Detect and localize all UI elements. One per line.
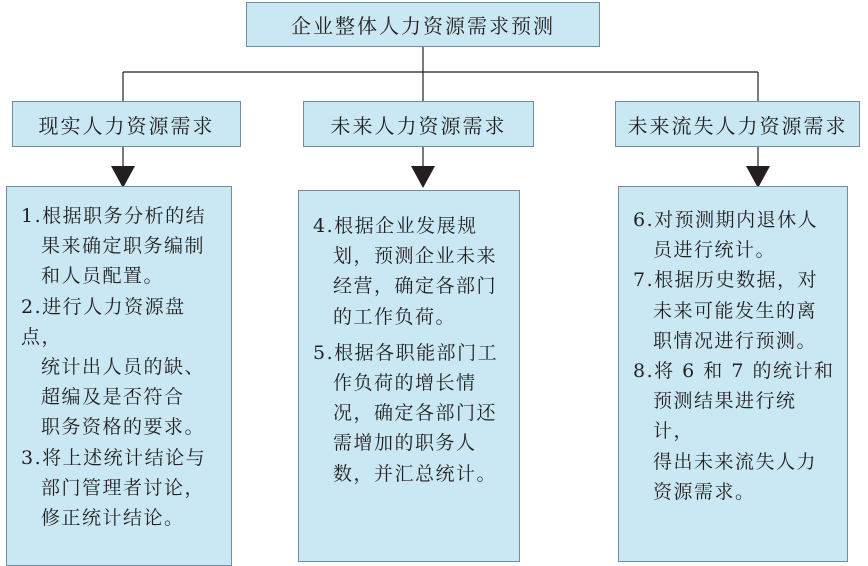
item-line: 经营，确定各部门 [332,275,497,298]
category-node-future [303,101,534,147]
category-node-current [12,101,241,147]
arrow-head-right-icon [746,166,770,188]
item-line: 资源需求。 [652,480,756,503]
item-line: 职情况进行预测。 [652,329,817,352]
item-line: 2.进行人力资源盘点， [21,295,186,348]
category-label-future: 未来人力资源需求 [330,113,507,138]
list-item-8 [633,356,835,507]
item-line: 修正统计结论。 [40,507,185,530]
item-line: 8.将 6 和 7 的统计和 [633,360,835,383]
root-label: 企业整体人力资源需求预测 [291,14,555,38]
list-item-2 [21,292,219,443]
item-line: 果来确定职务编制 [40,235,205,258]
item-line: 数，并汇总统计。 [332,462,497,485]
item-line: 5.根据各职能部门工 [313,341,499,364]
list-item-3 [21,443,219,534]
item-line: 超编及是否符合 [40,386,185,409]
list-item-7 [633,265,835,356]
detail-box-future [298,190,520,562]
list-item-6 [633,205,835,265]
detail-box-current [6,186,232,566]
item-line: 3.将上述统计结论与 [21,446,207,469]
item-line: 员进行统计。 [652,239,776,262]
item-line: 况，确定各部门还 [332,402,497,425]
root-node [246,2,600,47]
item-line: 作负荷的增长情 [332,372,477,395]
item-line: 职务资格的要求。 [40,416,205,439]
list-item-4 [313,211,507,332]
item-line: 和人员配置。 [40,265,164,288]
item-line: 6.对预测期内退休人 [633,209,819,231]
item-line: 划，预测企业未来 [332,245,497,268]
arrow-head-middle-icon [411,166,435,188]
item-line: 未来可能发生的离 [652,299,817,322]
detail-box-attrition [618,186,848,562]
item-line: 的工作负荷。 [332,305,456,328]
item-line: 需增加的职务人 [332,432,477,455]
category-node-attrition [615,101,860,147]
list-item-5 [313,338,507,489]
item-line: 得出未来流失人力 [652,450,817,473]
arrow-head-left-icon [111,166,135,188]
item-line: 1.根据职务分析的结 [21,205,207,227]
item-line: 部门管理者讨论， [40,476,205,499]
item-line: 统计出人员的缺、 [40,356,205,379]
category-label-attrition: 未来流失人力资源需求 [627,113,848,138]
item-line: 4.根据企业发展规 [313,215,478,237]
list-item-1 [21,201,219,292]
item-line: 7.根据历史数据，对 [633,269,819,292]
item-line: 预测结果进行统计， [652,390,797,443]
category-label-current: 现实人力资源需求 [38,113,215,138]
